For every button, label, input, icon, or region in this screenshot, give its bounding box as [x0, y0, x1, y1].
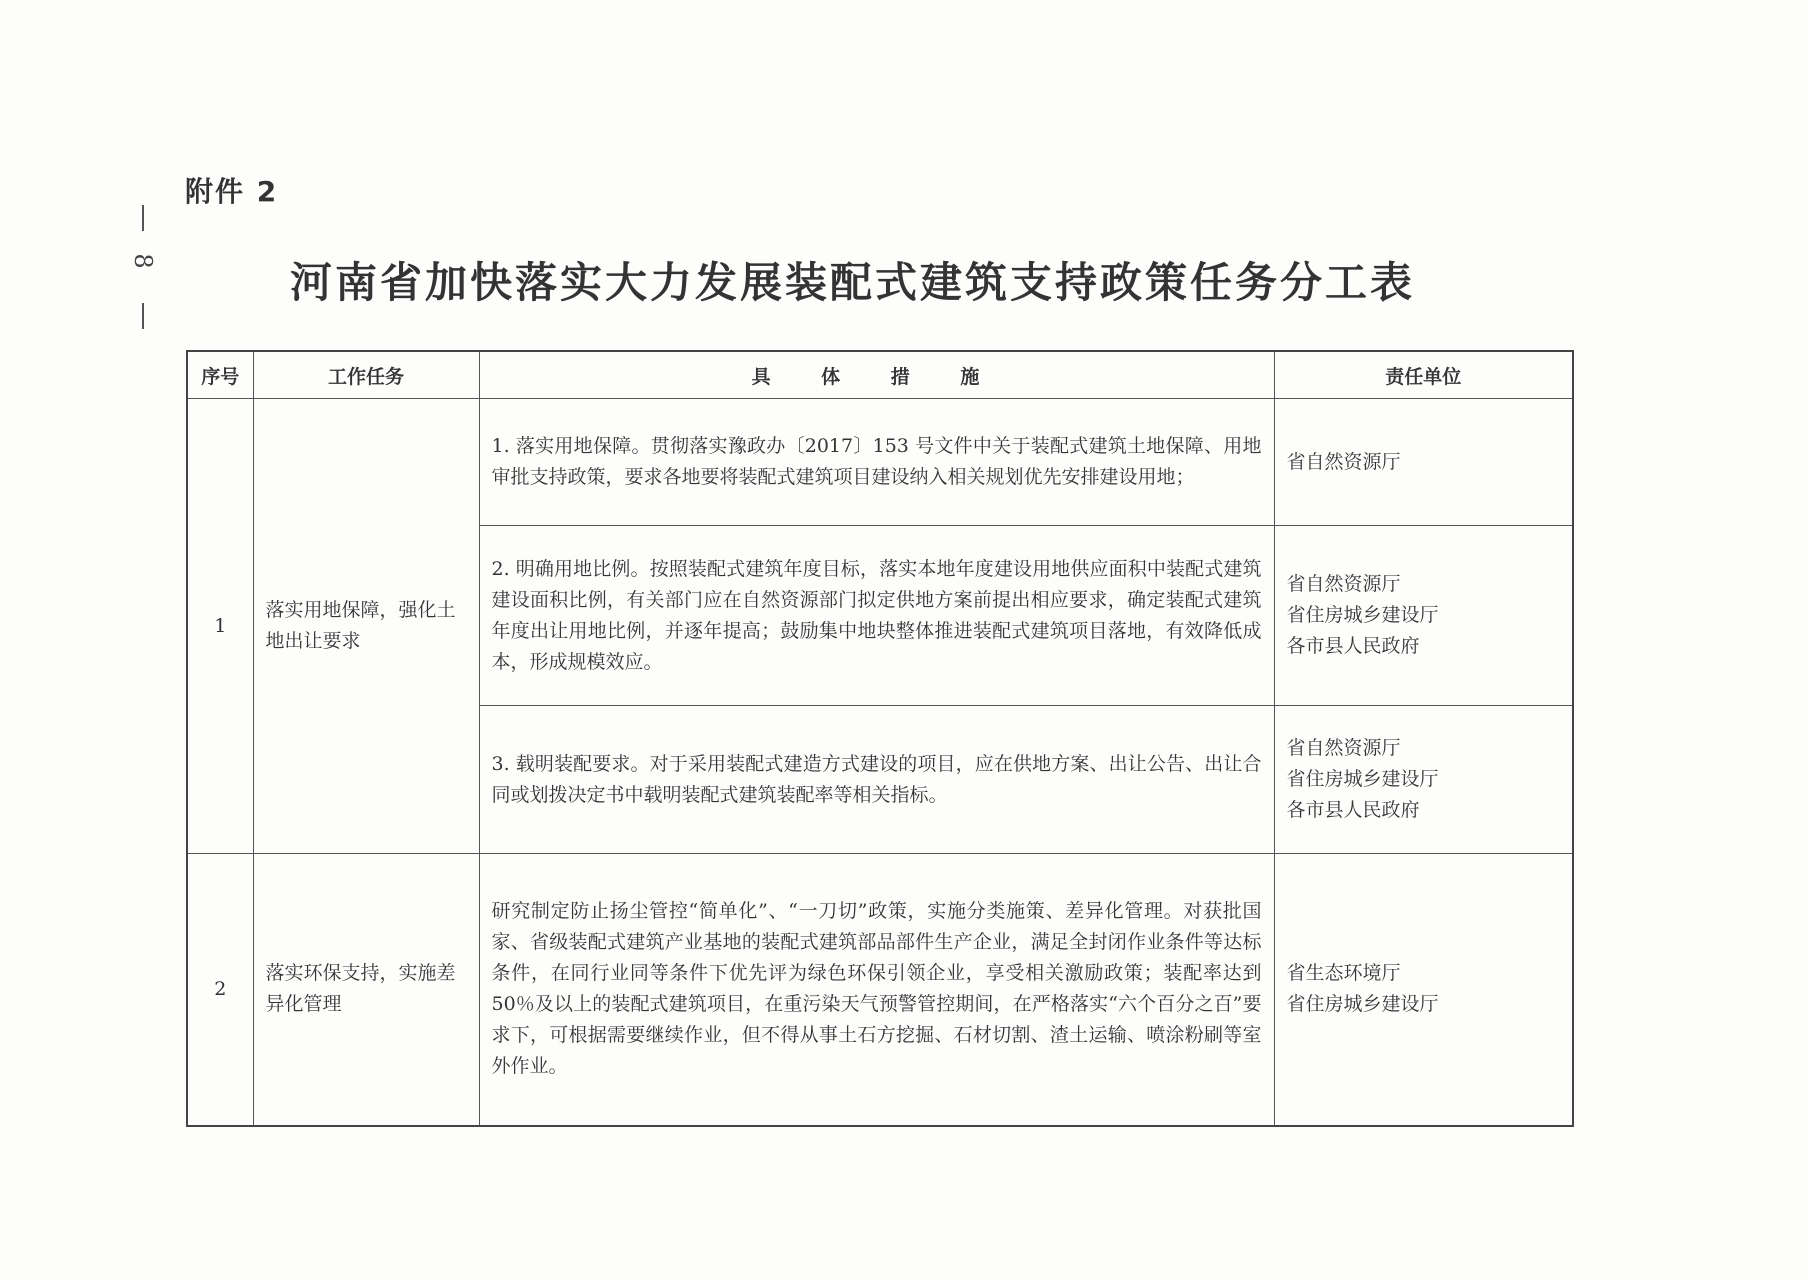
row-2-measure-1: 研究制定防止扬尘管控“简单化”、“一刀切”政策，实施分类施策、差异化管理。对获批国家、省级装配式建筑产业基地的装配式建筑部品部件生产企业，满足全封闭作业条件等达标条件，在同行业同等条件下优先评为绿色环保引领企业，享受相关激励政策；装配率达到 50％及以上的装配式建筑项目，在重污染天气预警管控期间，在严格落实“六个百分之百”要求下，可根据需要继续作业，但不得从事土石方挖掘、石材切割、渣土运输、喷涂粉刷等室外作业。 [479, 854, 1274, 1126]
page-number [128, 205, 158, 330]
unit-line: 省自然资源厅 [1286, 737, 1401, 759]
row-2-unit-1 [1274, 854, 1573, 1126]
page-number-value: 8 [129, 253, 157, 269]
row-1-unit-2 [1274, 526, 1573, 706]
unit-line: 各市县人民政府 [1286, 799, 1420, 821]
attachment-label: 附件 2 [185, 175, 279, 208]
unit-line: 省住房城乡建设厅 [1286, 768, 1439, 790]
row-1-no: 1 [187, 399, 253, 854]
row-1-task: 落实用地保障，强化土地出让要求 [253, 399, 479, 854]
table-row [187, 399, 1573, 526]
unit-line: 省自然资源厅 [1286, 573, 1401, 595]
table-header-row [187, 351, 1573, 399]
page-number-dash-bottom [142, 303, 144, 329]
unit-line: 省住房城乡建设厅 [1286, 993, 1439, 1016]
row-2-no: 2 [187, 854, 253, 1126]
row-1-measure-1: 1. 落实用地保障。贯彻落实豫政办〔2017〕153 号文件中关于装配式建筑土地保障、用地审批支持政策，要求各地要将装配式建筑项目建设纳入相关规划优先安排建设用地； [479, 399, 1274, 526]
header-unit: 责任单位 [1274, 351, 1573, 399]
row-1-measure-3: 3. 载明装配要求。对于采用装配式建造方式建设的项目，应在供地方案、出让公告、出让合同或划拨决定书中载明装配式建筑装配率等相关指标。 [479, 706, 1274, 854]
task-division-table [186, 350, 1574, 1127]
row-1-measure-2: 2. 明确用地比例。按照装配式建筑年度目标，落实本地年度建设用地供应面积中装配式建筑建设面积比例，有关部门应在自然资源部门拟定供地方案前提出相应要求，确定装配式建筑年度出让用地比例，并逐年提高；鼓励集中地块整体推进装配式建筑项目落地，有效降低成本，形成规模效应。 [479, 526, 1274, 706]
unit-line: 省住房城乡建设厅 [1286, 604, 1439, 626]
row-1-unit-3 [1274, 706, 1573, 854]
page-number-dash-top [142, 205, 144, 231]
unit-line: 省生态环境厅 [1286, 962, 1401, 985]
header-no: 序号 [187, 351, 253, 399]
row-1-unit-1 [1274, 399, 1573, 526]
unit-line: 各市县人民政府 [1286, 635, 1420, 657]
header-task: 工作任务 [253, 351, 479, 399]
row-2-task: 落实环保支持，实施差异化管理 [253, 854, 479, 1126]
table-row [187, 854, 1573, 1126]
document-title: 河南省加快落实大力发展装配式建筑支持政策任务分工表 [290, 258, 1416, 307]
header-measure: 具 体 措 施 [479, 351, 1274, 399]
unit-line: 省自然资源厅 [1286, 450, 1401, 473]
